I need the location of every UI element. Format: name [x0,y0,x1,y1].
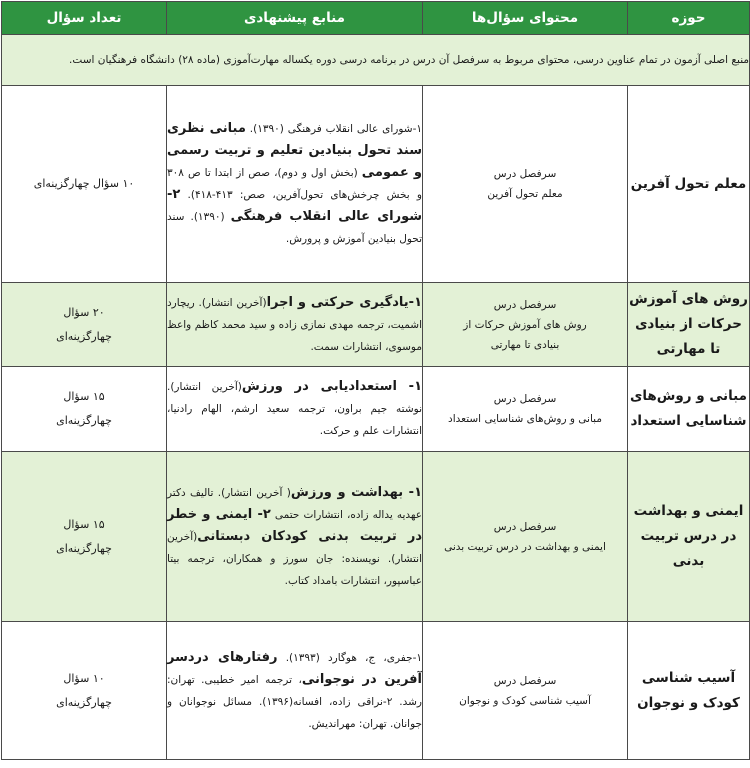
content-line: معلم تحول آفرین [487,188,563,200]
sources-cell [167,622,423,760]
header-row [2,2,750,35]
table-row [2,86,750,283]
content-line: سرفصل درس [493,298,557,311]
source-text: ، ترجمه امیر خطیبی. تهران: رشد. ۲-نراقی زاده، افسانه(۱۳۹۶). مسائل نوجوانان و جوانان. تهران: مهراندیش. [167,673,422,730]
source-title: ۱- استعدادیابی در ورزش [241,379,422,394]
content-cell [423,283,628,367]
source-text: (آخرین انتشار). نوشته جیم براون، ترجمه سعید ارشم، الهام رادنیا، انتشارات علم و حرکت. [167,381,422,437]
content-line: آسیب شناسی کودک و نوجوان [459,694,591,707]
sources-cell [167,283,423,367]
area-cell: روش های آموزش حرکات از بنیادی تا مهارتی [628,283,750,367]
count-line: چهارگزینه‌ای [56,329,112,343]
header-sources: منابع پیشنهادی [167,2,423,35]
exam-topics-table [1,1,750,760]
source-title: ۱-یادگیری حرکتی و اجرا [266,294,423,310]
table-row [2,452,750,622]
content-line: ایمنی و بهداشت در درس تربیت بدنی [444,540,606,553]
count-cell [2,367,167,452]
content-cell [423,452,628,622]
area-cell: مبانی و روش‌های شناسایی استعداد [628,367,750,452]
source-text: (بخش اول و دوم)، صص از ابتدا تا ص ۳۰۸ و بخش چرخش‌های تحول‌آفرین، صص: ۴۱۳-۴۱۸). [167,167,422,201]
count-line: ۱۵ سؤال [63,390,105,403]
count-cell [2,452,167,622]
count-cell [2,283,167,367]
source-text: ( آخرین انتشار). تالیف دکتر عهدیه یداله زاده، انتشارات حتمی [167,486,422,521]
content-cell [423,367,628,452]
count-cell [2,622,167,760]
count-cell [2,86,167,283]
source-text: (آخرین انتشار). ریچارد اشمیت، ترجمه مهدی نمازی زاده و سید محمد کاظم واعظ موسوی، انتشارات سمت. [167,296,422,353]
header-area: حوزه [628,2,750,35]
sources-cell [167,86,423,283]
main-source-note: منبع اصلی آزمون در تمام عناوین درسی، محتوای مربوط به سرفصل آن درس در برنامه درسی دوره یکساله مهارت‌آموزی (ماده ۲۸) دانشگاه فرهنگیان است. [2,35,750,86]
content-line: بنیادی تا مهارتی [490,338,560,351]
content-line: سرفصل درس [493,393,557,405]
count-line: ۱۰ سؤال [63,671,105,685]
content-line: مبانی و روش‌های شناسایی استعداد [448,413,602,425]
source-title: مبانی نظری سند تحول بنیادین تعلیم و تربیت رسمی و عمومی [167,121,423,180]
source-text: (۱۳۹۰). سند تحول بنیادین آموزش و پرورش. [167,211,422,245]
content-cell [423,86,628,283]
source-text: ۱-شورای عالی انقلاب فرهنگی (۱۳۹۰). [245,123,423,135]
count-line: چهارگزینه‌ای [56,541,112,555]
count-line: چهارگزینه‌ای [56,695,112,709]
table-row [2,367,750,452]
source-title: ۲- ایمنی و خطر در تربیت بدنی کودکان دبستانی [167,506,422,544]
source-text: ۱-جفری، ج، هوگارد (۱۳۹۳). [277,651,422,664]
source-text: (آخرین انتشار). نویسنده: جان سورز و همکاران، ترجمه بیتا عباسپور، انتشارات بامداد کتاب. [167,530,422,587]
sources-cell [167,367,423,452]
table-row [2,283,750,367]
count-line: ۱۰ سؤال چهارگزینه‌ای [33,177,135,190]
table-row [2,622,750,760]
area-cell: معلم تحول آفرین [628,86,750,283]
source-title: ۱- بهداشت و ورزش [290,484,423,500]
content-line: روش های آموزش حرکات از [463,318,587,331]
header-content: محتوای سؤال‌ها [423,2,628,35]
source-title: ۲-شورای عالی انقلاب فرهنگی [167,187,423,224]
source-title: رفتارهای دردسر آفرین در نوجوانی [167,649,422,687]
header-count: تعداد سؤال [2,2,167,35]
count-line: چهارگزینه‌ای [56,414,112,427]
content-line: سرفصل درس [493,674,557,687]
content-line: سرفصل درس [493,168,557,180]
content-cell [423,622,628,760]
area-cell: ایمنی و بهداشت در درس تربیت بدنی [628,452,750,622]
count-line: ۱۵ سؤال [63,517,105,531]
content-line: سرفصل درس [493,520,557,533]
area-cell: آسیب شناسی کودک و نوجوان [628,622,750,760]
sources-cell [167,452,423,622]
count-line: ۲۰ سؤال [63,305,105,319]
note-row [2,35,750,86]
